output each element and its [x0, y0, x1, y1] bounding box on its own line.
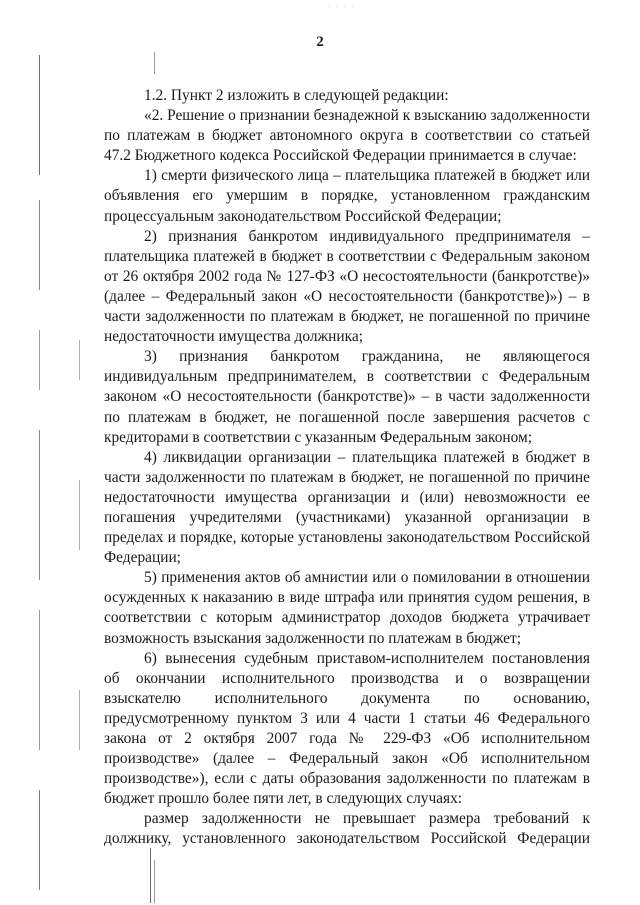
- scan-artifact-margin-line: [39, 430, 40, 580]
- scan-artifact-bottom-line: [154, 860, 155, 903]
- paragraph-subitem: размер задолженности не превышает размера требований к должнику, установленного законодательством Российской Федерации: [104, 810, 590, 848]
- page-number: 2: [316, 34, 324, 50]
- paragraph-item-3: 3) признания банкротом гражданина, не являющегося индивидуальным предпринимателем, в соответствии с Федеральным законом «О несостоятельности (банкротстве)» – в части задолженности по платежам в бюджет, не погашенной после завершения расчетов с кредиторами в соответствии с указанным Федеральным законом;: [104, 348, 590, 446]
- paragraph-item-1: 1) смерти физического лица – плательщика платежей в бюджет или объявления его умершим в порядке, установленном гражданским процессуальным законодательством Российской Федерации;: [104, 167, 590, 225]
- scan-artifact-margin-line: [39, 790, 40, 890]
- paragraph-item-6: 6) вынесения судебным приставом-исполнителем постановления об окончании исполнительного производства и о возвращении взыскателю исполнительного документа по основанию, предусмотренному пунктом 3 или 4 части 1 статьи 46 Федерального закона от 2 октября 2007 года № 229-ФЗ «Об исполнительном производстве» (далее – Федеральный закон «Об исполнительном производстве»), если с даты образования задолженности по платежам в бюджет прошло более пяти лет, в следующих случаях:: [104, 649, 590, 808]
- paragraph-1-2: 1.2. Пункт 2 изложить в следующей редакции:: [144, 87, 449, 104]
- scan-artifact-top: · · · ·: [328, 4, 356, 11]
- paragraph-item-2: 2) признания банкротом индивидуального предпринимателя – плательщика платежей в бюджет в соответствии с Федеральным законом от 26 октября 2002 года № 127-ФЗ «О несостоятельности (банкротстве)» (далее – Федеральный закон «О несостоятельности (банкротстве)») – в части задолженности по платежам в бюджет, не погашенной по причине недостаточности имущества должника;: [104, 227, 590, 346]
- scan-artifact-margin-line: [39, 200, 40, 290]
- scan-artifact-bottom-line: [150, 848, 151, 903]
- paragraph-item-5: 5) применения актов об амнистии или о помиловании в отношении осужденных к наказанию в виде штрафа или принятия судом решения, в соответствии с которым администратор доходов бюджета утрачивает возможность взыскания задолженности по платежам в бюджет;: [104, 569, 590, 647]
- scan-artifact-margin-line: [79, 480, 80, 550]
- scan-artifact-margin-line: [39, 55, 40, 175]
- paragraph-item-4: 4) ликвидации организации – плательщика платежей в бюджет в части задолженности по платежам в бюджет, не погашенной по причине недостаточности имущества организации и (или) невозможности ее погашения учредителями (участниками) указанной организации в пределах и порядке, которые установлены законодательством Российской Федерации;: [104, 448, 590, 567]
- scan-artifact-margin-line: [39, 330, 40, 390]
- document-body: [104, 86, 590, 850]
- scan-artifact-margin-line: [79, 340, 80, 380]
- scan-artifact-margin-line: [39, 610, 40, 750]
- scan-artifact-margin-line: [79, 690, 80, 750]
- paragraph-intro: «2. Решение о признании безнадежной к взысканию задолженности по платежам в бюджет автономного округа в соответствии со статьей 47.2 Бюджетного кодекса Российской Федерации принимается в случае:: [104, 107, 590, 165]
- scan-artifact-top-line: [154, 52, 155, 74]
